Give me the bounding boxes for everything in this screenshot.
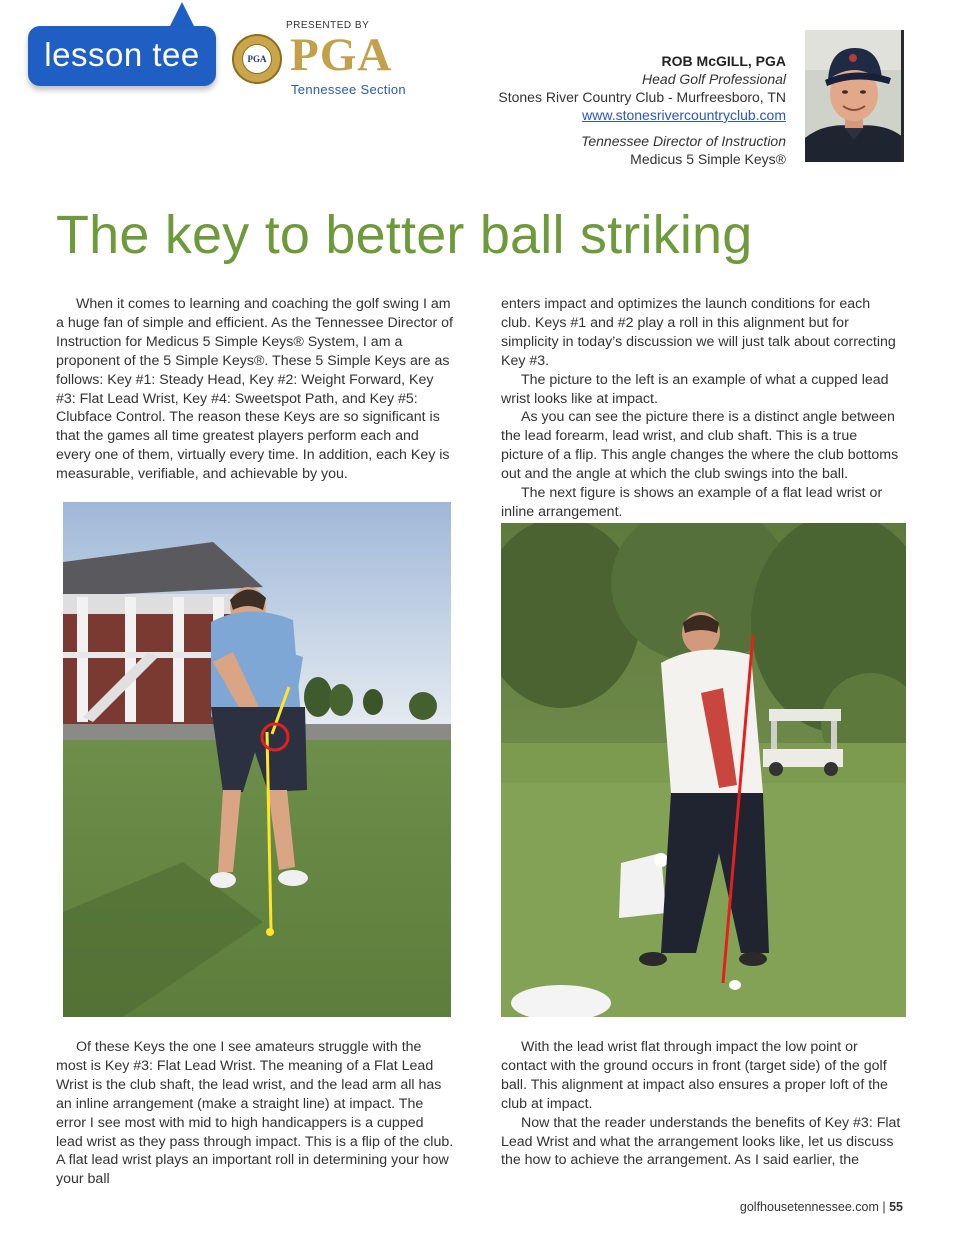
paragraph: enters impact and optimizes the launch conditions for each club. Keys #1 and #2 play a roll in this alignment but for simplicity in today’s discussion we will just talk about correcting Key #3. [501,296,896,369]
paragraph: The next figure is shows an example of a flat lead wrist or inline arrangement. [501,485,883,520]
paragraph: The picture to the left is an example of what a cupped lead wrist looks like at impact. [501,371,889,407]
author-name: ROB McGILL, PGA [661,53,786,69]
seal-text: PGA [247,54,267,64]
footer-site: golfhousetennessee.com [739,1200,879,1214]
paragraph: Of these Keys the one I see amateurs struggle with the most is Key #3: Flat Lead Wrist. The meaning of a Flat Lead Wrist is the club shaft, the lead wrist, and the lead arm all has an inline arrangement (make a straight line) at impact. The error I see most with mid to high handicappers is a cupped lead wrist as they pass through impact. This is a flip of the club. A flat lead wrist plays an important roll in determining your how your ball [56,1039,454,1188]
author-system: Medicus 5 Simple Keys® [630,151,786,167]
author-info [498,52,786,168]
author-headshot [805,30,904,162]
badge-pointer [170,2,194,26]
paragraph: Now that the reader understands the benefits of Key #3: Flat Lead Wrist and what the arrangement looks like, let us discuss the how to achieve the arrangement. As I said earlier, the [501,1114,901,1169]
flat-wrist-photo [501,523,906,1017]
badge-label: lesson tee [44,36,200,73]
pga-seal-logo [232,34,282,84]
paragraph: With the lead wrist flat through impact the low point or contact with the ground occurs in front (target side) of the golf ball. This alignment at impact also ensures a proper loft of the club at impact. [501,1039,888,1112]
author-role: Tennessee Director of Instruction [581,133,786,149]
presented-by-label: PRESENTED BY [286,20,370,31]
article-column-b [501,295,903,522]
article-title: The key to better ball striking [56,205,753,265]
page-footer [740,1200,903,1214]
cupped-wrist-photo [63,502,451,1017]
footer-separator: | [882,1200,886,1214]
author-club: Stones River Country Club - Murfreesboro, TN [498,89,786,105]
lesson-tee-badge [28,26,216,86]
page-number: 55 [889,1200,903,1214]
pga-logo-text: PGA [290,29,393,81]
paragraph: As you can see the picture there is a distinct angle between the lead forearm, lead wrist, and club shaft. This is a true picture of a flip. This angle changes the where the club bottoms out and the angle at which the club swings into the ball. [501,409,899,483]
paragraph: When it comes to learning and coaching the golf swing I am a huge fan of simple and efficient. As the Tennessee Director of Instruction for Medicus 5 Simple Keys® System, I am a proponent of the 5 Simple Keys®. These 5 Simple Keys are as follows: Key #1: Steady Head, Key #2: Weight Forward, Key #3: Flat Lead Wrist, Key #4: Sweetspot Path, and Key #5: Clubface Control. The reason these Keys are so significant is that the games all time greatest players perform each and every one of them, virtually every time. In addition, each Key is measurable, verifiable, and achievable by you. [56,296,453,483]
pga-section-label: Tennessee Section [291,82,406,97]
article-column-d [501,1038,903,1170]
club-website-link[interactable]: www.stonesrivercountryclub.com [582,107,786,123]
article-column-c [56,1038,454,1189]
article-column-a [56,295,454,484]
author-title: Head Golf Professional [642,71,786,87]
